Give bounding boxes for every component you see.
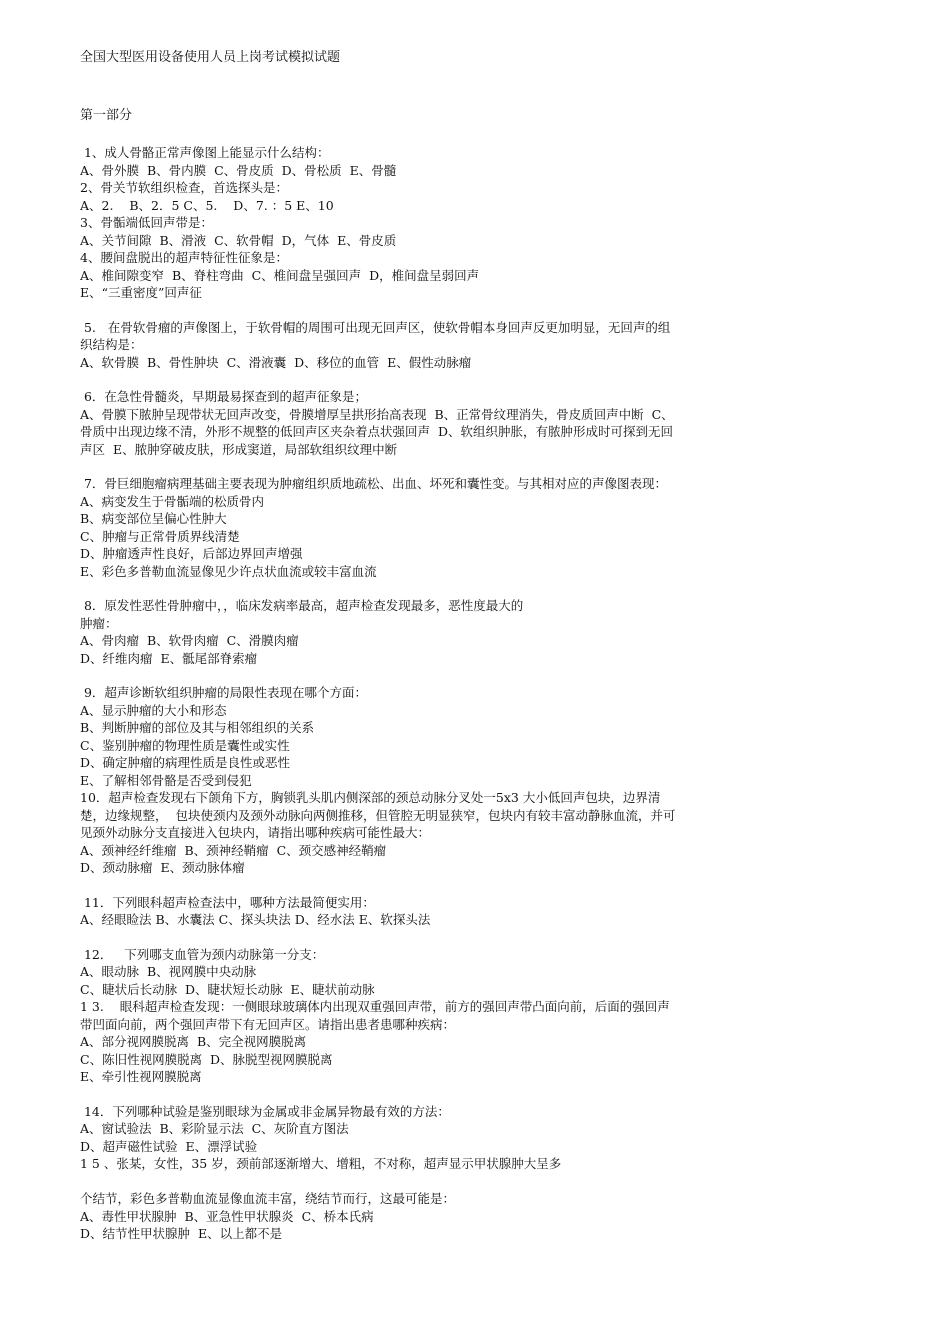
question-text: 11．下列眼科超声检查法中，哪种方法最简便实用： — [80, 894, 375, 910]
answer-options: C、陈旧性视网膜脱离 D、脉脱型视网膜脱离 — [80, 1051, 333, 1067]
question-text: 7．骨巨细胞瘤病理基础主要表现为肿瘤组织质地疏松、出血、坏死和囊性变。与其相对应的声像图表现： — [80, 476, 667, 491]
question-item — [80, 179, 680, 214]
question-item — [80, 1155, 680, 1243]
answer-options: D、结节性甲状腺肿 E、以上都不是 — [80, 1226, 283, 1241]
question-text: 14．下列哪种试验是鉴别眼球为金属或非金属异物最有效的方法： — [80, 1103, 450, 1119]
answer-options: E、彩色多普勒血流显像见少许点状血流或较丰富血流 — [80, 563, 377, 579]
question-item — [80, 684, 680, 789]
answer-options: D、颈动脉瘤 E、颈动脉体瘤 — [80, 860, 245, 875]
answer-options: B、病变部位呈偏心性肿大 — [80, 511, 227, 526]
question-text: 8．原发性恶性骨肿瘤中，，临床发病率最高，超声检查发现最多，恶性度最大的 肿瘤： — [80, 598, 524, 631]
answer-options: A、眼动脉 B、视网膜中央动脉 — [80, 964, 257, 979]
answer-options: A、2. B、2．5 C、5. D、7. ：5 E、10 — [80, 197, 334, 213]
answer-options: D、纤维肉瘤 E、骶尾部脊索瘤 — [80, 650, 258, 666]
question-list — [80, 144, 680, 1243]
answer-options: E、牵引性视网膜脱离 — [80, 1069, 202, 1084]
question-item — [80, 319, 680, 372]
answer-options: B、判断肿瘤的部位及其与相邻组织的关系 — [80, 720, 315, 735]
question-text: 12． 下列哪支血管为颈内动脉第一分支： — [80, 946, 325, 962]
question-text: 3、骨骺端低回声带是： — [80, 215, 213, 230]
answer-options: D、超声磁性试验 E、漂浮试验 — [80, 1138, 258, 1154]
answer-options: A、经眼睑法 B、水囊法 C、探头块法 D、经水法 E、软探头法 — [80, 912, 431, 927]
question-item — [80, 388, 680, 458]
answer-options: A、部分视网膜脱离 B、完全视网膜脱离 — [80, 1034, 307, 1049]
answer-options: A、软骨膜 B、骨性肿块 C、滑液囊 D、移位的血管 E、假性动脉瘤 — [80, 354, 472, 370]
answer-options: C、肿瘤与正常骨质界线清楚 — [80, 528, 240, 544]
answer-options: E、了解相邻骨骼是否受到侵犯 — [80, 772, 252, 788]
answer-options: A、显示肿瘤的大小和形态 — [80, 702, 227, 718]
question-text: 1、成人骨骼正常声像图上能显示什么结构： — [80, 145, 330, 160]
answer-options: C、睫状后长动脉 D、睫状短长动脉 E、睫状前动脉 — [80, 981, 375, 997]
answer-options: A、窗试验法 B、彩阶显示法 C、灰阶直方图法 — [80, 1121, 349, 1136]
question-text: 9．超声诊断软组织肿瘤的局限性表现在哪个方面： — [80, 685, 367, 700]
question-item — [80, 249, 680, 302]
question-text: 10．超声检查发现右下颌角下方，胸锁乳头肌内侧深部的颈总动脉分叉处一5x3 大小低回声包块，边界清楚，边缘规整， 包块使颈内及颈外动脉向两侧推移，但管腔无明显狭窄，包块内有较丰富动静脉血流，并可见颈外动脉分支直接进入包块内，请指出哪种疾病可能性最大： — [80, 790, 676, 840]
section-heading: 第一部分 — [80, 108, 133, 123]
answer-options: A、毒性甲状腺肿 B、亚急性甲状腺炎 C、桥本氏病 — [80, 1208, 374, 1224]
question-text: 1 5 、张某，女性，35 岁，颈前部逐渐增大、增粗，不对称，超声显示甲状腺肿大呈多 个结节，彩色多普勒血流显像血流丰富，绕结节而行，这最可能是： — [80, 1156, 562, 1206]
question-text: 4、腰间盘脱出的超声特征性征象是： — [80, 250, 288, 265]
answer-options: A、病变发生于骨骺端的松质骨内 — [80, 493, 265, 509]
answer-options: A、椎间隙变窄 B、脊柱弯曲 C、椎间盘呈强回声 D，椎间盘呈弱回声 — [80, 267, 480, 283]
answer-options: D、肿瘤透声性良好，后部边界回声增强 — [80, 546, 303, 561]
question-item — [80, 1103, 680, 1156]
question-item — [80, 144, 680, 179]
answer-options: A、骨外膜 B、骨内膜 C、骨皮质 D、骨松质 E、骨髓 — [80, 162, 397, 178]
document-page — [80, 48, 680, 1243]
answer-options: C、鉴别肿瘤的物理性质是囊性或实性 — [80, 737, 290, 753]
question-item — [80, 475, 680, 580]
question-item — [80, 946, 680, 999]
answer-options: E、“三重密度”回声征 — [80, 285, 202, 300]
question-item — [80, 214, 680, 249]
document-title: 全国大型医用设备使用人员上岗考试模拟试题 — [80, 50, 341, 65]
question-text: 2、骨关节软组织检查，首选探头是： — [80, 180, 288, 195]
answer-options: A、颈神经纤维瘤 B、颈神经鞘瘤 C、颈交感神经鞘瘤 — [80, 842, 387, 858]
question-text: 1 3. 眼科超声检查发现：一侧眼球玻璃体内出现双重强回声带，前方的强回声带凸面向前，后面的强回声带凹面向前，两个强回声带下有无回声区。请指出患者患哪种疾病： — [80, 999, 670, 1032]
answer-options: A、骨膜下脓肿呈现带状无回声改变，骨膜增厚呈拱形抬高表现 B、正常骨纹理消失，骨皮质回声中断 C、骨质中出现边缘不清，外形不规整的低回声区夹杂着点状强回声 D、软组织肿胀，有脓肿形成时可探到无回声区 E、脓肿穿破皮肤，形成窦道，局部软组织纹理中断 — [80, 406, 674, 457]
question-text: 6．在急性骨髓炎，早期最易探查到的超声征象是； — [80, 389, 367, 404]
question-item — [80, 894, 680, 929]
answer-options: A、骨肉瘤 B、软骨肉瘤 C、滑膜肉瘤 — [80, 633, 299, 648]
question-item — [80, 597, 680, 667]
answer-options: A、关节间隙 B、滑液 C、软骨帽 D，气体 E、骨皮质 — [80, 232, 397, 248]
answer-options: D、确定肿瘤的病理性质是良性或恶性 — [80, 755, 291, 770]
question-text: 5. 在骨软骨瘤的声像图上，于软骨帽的周围可出现无回声区，使软骨帽本身回声反更加明显，无回声的组织结构是： — [80, 319, 671, 352]
question-item — [80, 789, 680, 877]
question-item — [80, 998, 680, 1086]
